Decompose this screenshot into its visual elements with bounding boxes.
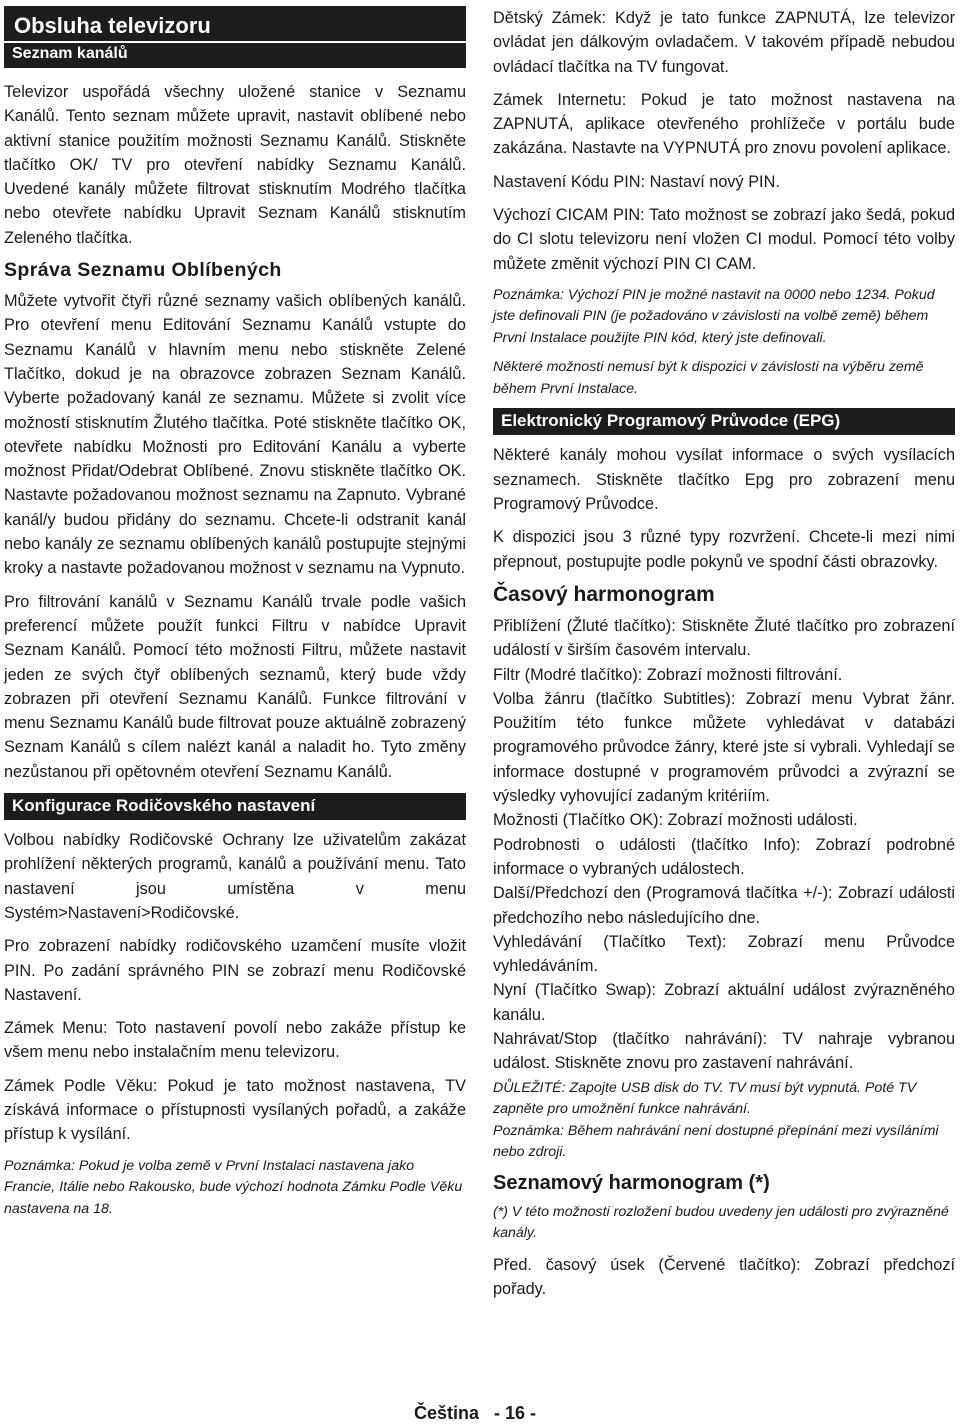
cicam-pin-paragraph: Výchozí CICAM PIN: Tato možnost se zobrazí jako šedá, pokud do CI slotu televizoru není vložen CI modul. Pomocí této volby můžete změnit výchozí PIN CI CAM. — [493, 206, 955, 273]
right-column — [493, 6, 955, 1310]
zoom-paragraph: Přiblížení (Žluté tlačítko): Stiskněte Žluté tlačítko pro zobrazení událostí v širším časovém intervalu. — [493, 616, 955, 660]
epg-intro-paragraph: Některé kanály mohou vysílat informace o svých vysílacích seznamech. Stiskněte tlačítko Epg pro zobrazení menu Programový Průvodce. — [493, 446, 955, 514]
timeline-heading: Časový harmonogram — [493, 582, 715, 606]
list-schedule-heading: Seznamový harmonogram (*) — [493, 1171, 770, 1194]
search-paragraph: Vyhledávání (Tlačítko Text): Zobrazí menu Průvodce vyhledáváním. — [493, 932, 955, 976]
set-pin-paragraph: Nastavení Kódu PIN: Nastaví nový PIN. — [493, 172, 780, 191]
next-prev-day-paragraph: Další/Předchozí den (Programová tlačítka +/-): Zobrazí události předchozího nebo následujícího dne. — [493, 884, 955, 927]
filter-paragraph: Pro filtrování kanálů v Seznamu Kanálů trvale podle vašich preferencí můžete použít funkci Filtru v nabídce Upravit Seznam Kanálů. Pomocí této možnosti Filtru, můžete nastavit jeden ze svých čtyř oblíbených seznamů, který bude vždy zobrazen při otevření Seznamu Kanálů. Funkce filtrování v menu Seznamu Kanálů bude filtrovat pouze aktuálně zobrazený Seznam Kanálů s cílem nalézt kanál a naladit ho. Tyto změny nezůstanou při opětovném otevření Seznamu Kanálů. — [4, 592, 466, 781]
internet-lock-paragraph: Zámek Internetu: Pokud je tato možnost nastavena na ZAPNUTÁ, aplikace otevřeného prohlížeče v portálu bude zakázána. Nastavte na VYPNUTÁ pro znovu povolení aplikace. — [493, 90, 955, 158]
channel-list-paragraph: Televizor uspořádá všechny uložené stanice v Seznamu Kanálů. Tento seznam můžete upravit, nastavit oblíbené nebo aktivní stanice použitím možnosti Seznamu Kanálů. Stiskněte tlačítko OK/ TV pro otevření nabídky Seznamu Kanálů. Uvedené kanály můžete filtrovat stisknutím Modrého tlačítka nebo otevřete nabídku Upravit Seznam Kanálů stisknutím Zeleného tlačítka. — [4, 83, 466, 247]
section-heading-channel-list: Seznam kanálů — [4, 41, 466, 68]
prev-slot-paragraph: Před. časový úsek (Červené tlačítko): Zobrazí předchozí pořady. — [493, 1255, 955, 1298]
parental-intro-paragraph: Volbou nabídky Rodičovské Ochrany lze uživatelům zakázat prohlížení některých programů, kanálů a používání menu. Tato nastavení jsou umístěna v menu Systém>Nastavení>Rodičovské. — [4, 831, 466, 922]
parental-pin-paragraph: Pro zobrazení nabídky rodičovského uzamčení musíte vložit PIN. Po zadání správného PIN se zobrazí menu Rodičovské Nastavení. — [4, 937, 466, 1004]
recording-note: Poznámka: Během nahrávání není dostupné přepínání mezi vysíláními nebo zdroji. — [493, 1122, 939, 1161]
favourites-paragraph: Můžete vytvořit čtyři různé seznamy vašich oblíbených kanálů. Pro otevření menu Editování Seznamu Kanálů vstupte do Seznamu Kanálů v hlavním menu nebo stiskněte Zelené Tlačítko, dokud je na obrazovce zobrazen Seznam Kanálů. Vyberte požadovaný kanál ze seznamu. Můžete si zvolit více možností stisknutím Žlutého tlačítka. Poté stiskněte tlačítko OK, otevřete nabídku Možnosti pro Editování Kanálu a vyberte možnost Přidat/Odebrat Oblíbené. Znovu stiskněte tlačítko OK. Nastavte požadovanou možnost seznamu na Zapnuto. Vybrané kanál/y budou přidány do seznamu. Chcete-li odstranit kanál nebo kanály ze seznamu oblíbených kanálů postupujte stejnými kroky a nastavte požadovanou možnost v seznamu na Vypnuto. — [4, 292, 466, 578]
filter-option-paragraph: Filtr (Modré tlačítko): Zobrazí možnosti filtrování. — [493, 665, 843, 684]
list-schedule-note: (*) V této možnosti rozložení budou uvedeny jen události pro zvýrazněné kanály. — [493, 1203, 949, 1242]
genre-paragraph: Volba žánru (tlačítko Subtitles): Zobrazí menu Vybrat žánr. Použitím této funkce můžete vyhledávat v databázi programového průvodce žánry, které jste si vybrali. Vyhledají se informace dostupné v programovém průvodci a zvýrazní se výsledky vyhovující zadaným kritériím. — [493, 689, 955, 806]
section-heading-epg: Elektronický Programový Průvodce (EPG) — [493, 408, 955, 435]
important-note: DŮLEŽITÉ: Zapojte USB disk do TV. TV musí být vypnutá. Poté TV zapněte pro umožnění funkce nahrávání. — [493, 1079, 917, 1118]
section-heading-parental: Konfigurace Rodičovského nastavení — [4, 793, 466, 820]
options-paragraph: Možnosti (Tlačítko OK): Zobrazí možnosti události. — [493, 811, 858, 830]
age-lock-paragraph: Zámek Podle Věku: Pokud je tato možnost nastavena, TV získává informace o přístupnosti vysílaných pořadů, a zakáže přístup k vysílání. — [4, 1076, 466, 1144]
record-paragraph: Nahrávat/Stop (tlačítko nahrávání): TV nahraje vybranou událost. Stiskněte znovu pro zastavení nahrávání. — [493, 1030, 955, 1073]
page-footer — [0, 1403, 960, 1424]
page-number: Čeština - 16 - — [413, 1403, 537, 1423]
country-options-note: Některé možnosti nemusí být k dispozici v závislosti na výběru země během První Instalace. — [493, 359, 924, 397]
child-lock-paragraph: Dětský Zámek: Když je tato funkce ZAPNUTÁ, lze televizor ovládat jen dálkovým ovladačem. V takovém případě nebudou ovládací tlačítka na TV fungovat. — [493, 9, 955, 76]
favourites-heading: Správa Seznamu Oblíbených — [4, 259, 282, 282]
epg-layouts-paragraph: K dispozici jsou 3 různé typy rozvržení. Chcete-li mezi nimi přepnout, postupujte podle pokynů ve spodní části obrazovky. — [493, 528, 955, 571]
age-lock-note: Poznámka: Pokud je volba země v První Instalaci nastavena jako Francie, Itálie nebo Rakousko, bude výchozí hodnota Zámku Podle Věku nastavena na 18. — [4, 1157, 463, 1217]
left-column — [4, 6, 466, 1228]
page-title: Obsluha televizoru — [4, 6, 466, 41]
menu-lock-paragraph: Zámek Menu: Toto nastavení povolí nebo zakáže přístup ke všem menu nebo instalačním menu televizoru. — [4, 1019, 466, 1062]
event-details-paragraph: Podrobnosti o události (tlačítko Info): Zobrazí podrobné informace o vybraných událostech. — [493, 835, 955, 878]
default-pin-note: Poznámka: Výchozí PIN je možné nastavit na 0000 nebo 1234. Pokud jste definovali PIN (je požadováno v závislosti na volbě země) během První Instalace použijte PIN kód, který jste definovali. — [493, 286, 935, 346]
now-paragraph: Nyní (Tlačítko Swap): Zobrazí aktuální událost zvýrazněného kanálu. — [493, 981, 955, 1024]
